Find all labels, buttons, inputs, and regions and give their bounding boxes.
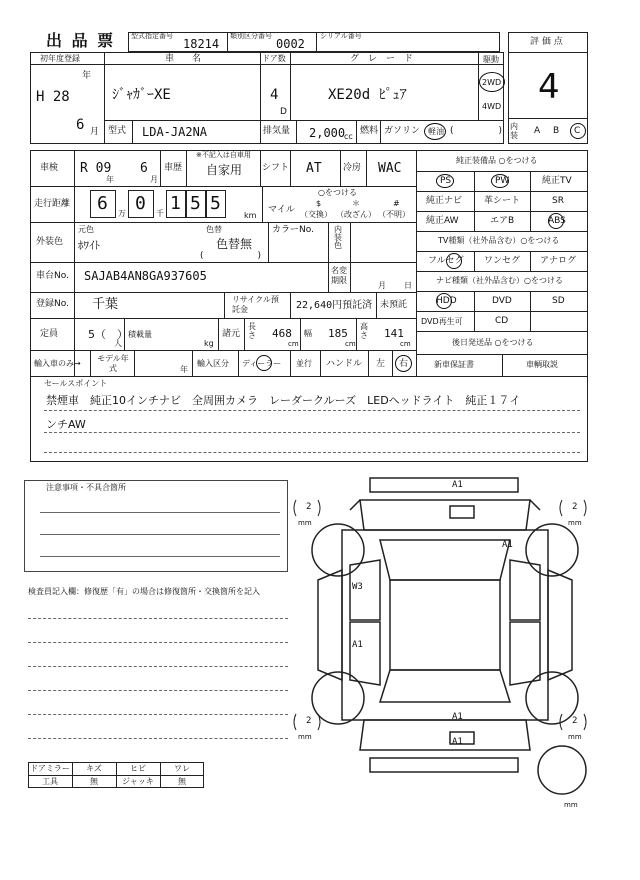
recycle-unpaid: 未預託: [380, 300, 408, 310]
damage-mark-6: A1: [452, 737, 463, 747]
navi-title: ナビ種類（社外品含む）○をつける: [436, 276, 563, 285]
interior-a: A: [534, 126, 541, 136]
name-change-label: 名変期限: [331, 266, 347, 285]
tread-rl-unit: mm: [298, 733, 312, 741]
grade-value: XE20d ﾋﾟｭｱ: [328, 87, 407, 103]
disp-value: 2,000: [309, 126, 346, 140]
spare-unit: mm: [564, 801, 578, 809]
import-parallel: 並行: [296, 359, 312, 368]
legend-h4: ワレ: [174, 764, 190, 773]
mileage-digit-1: 6: [97, 193, 108, 214]
tv-title: TV種類（社外品含む）○をつける: [438, 236, 560, 245]
meter-mile: マイル: [268, 205, 295, 215]
doors-suffix: D: [280, 107, 287, 117]
load-unit: kg: [204, 339, 214, 348]
height-value: 141: [384, 327, 404, 340]
mileage-sen-unit: 千: [156, 209, 164, 218]
mileage-label: 走行距離: [34, 199, 71, 209]
name-change-day: 日: [404, 281, 412, 290]
length-value: 468: [272, 327, 292, 340]
name-change-month: 月: [378, 281, 386, 290]
load-label: 積載量: [128, 330, 152, 339]
shaken-month: 6: [140, 161, 148, 176]
drive-2wd: 2WD: [482, 78, 502, 87]
navi-dvd: DVD: [492, 296, 512, 306]
drive-2wd-circle: [479, 72, 505, 92]
tread-fl-value: 2: [306, 502, 312, 512]
sales-line-2: ンチAW: [46, 418, 86, 431]
recycle-value: 22,640円預託済: [296, 300, 373, 311]
orig-color-value: ﾎﾜｲﾄ: [78, 239, 100, 252]
meter-circle-note: ○をつける: [318, 188, 357, 197]
interior-b: B: [553, 126, 560, 136]
meter-tamper: （改ざん）: [336, 210, 376, 219]
navi-sd: SD: [552, 296, 565, 306]
model-cert-label: 型式指定番号: [131, 32, 173, 40]
tv-fullseg: フルセグ: [428, 256, 464, 266]
import-year-unit: 年: [180, 365, 188, 374]
navi-dvd-play: DVD再生可: [421, 317, 463, 326]
disp-unit: cc: [344, 132, 353, 141]
drive-4wd: 4WD: [482, 102, 502, 111]
car-diagram: [290, 470, 600, 810]
usage-label: 車歴: [164, 163, 183, 173]
interior-c-circle: [570, 123, 586, 139]
usage-note: ※不記入は自車用: [196, 151, 251, 159]
damage-mark-3: W3: [352, 582, 363, 592]
score-label: 評 価 点: [530, 37, 563, 47]
color-paren: ( ): [200, 251, 262, 261]
equip-leather: 革シート: [484, 196, 521, 206]
reg-value: 千葉: [92, 297, 119, 312]
legend-h2: キズ: [86, 764, 102, 773]
model-year-label: モデル年式: [97, 354, 129, 373]
shift-value: AT: [306, 161, 322, 176]
defects-label: 注意事項・不具合箇所: [46, 483, 126, 492]
mileage-digit-3: 1: [170, 193, 181, 214]
equip-ps: PS: [440, 176, 452, 186]
tread-fr-unit: mm: [568, 519, 582, 527]
color-no-label: カラーNo.: [272, 225, 314, 235]
ac-label: 冷房: [343, 163, 362, 173]
damage-mark-2: A1: [502, 540, 513, 550]
shaken-year-unit: 年: [106, 175, 114, 184]
model-value: LDA-JA2NA: [142, 125, 208, 139]
tread-rr-unit: mm: [568, 733, 582, 741]
legend-r4: 無: [178, 777, 186, 786]
meter-swap-sym: $: [316, 199, 322, 208]
tv-analog: アナログ: [540, 256, 577, 266]
meter-swap: （交換）: [300, 210, 332, 219]
height-unit: cm: [400, 340, 411, 348]
chassis-label: 車台No.: [36, 271, 69, 281]
handle-right-circle: [395, 355, 412, 372]
import-type-label: 輸入区分: [197, 359, 229, 368]
grade-label: グ レ ー ド: [350, 54, 414, 64]
first-reg-year-unit: 年: [82, 71, 92, 81]
width-label: 幅: [304, 329, 312, 338]
later-manual: 車輌取説: [526, 360, 558, 369]
import-label: 輸入車のみ→: [34, 359, 81, 368]
mileage-digit-5: 5: [210, 193, 221, 214]
handle-right: 右: [399, 359, 409, 369]
legend-r2: 無: [90, 777, 98, 786]
mileage-digit-4: 5: [190, 193, 201, 214]
color-code-label: 色替: [206, 225, 222, 234]
class-label: 類別区分番号: [230, 32, 272, 40]
width-value: 185: [328, 327, 348, 340]
interior-c: C: [574, 126, 581, 136]
navi-hdd-circle: [436, 293, 452, 309]
capacity-unit: 人: [114, 339, 122, 348]
tread-fr-value: 2: [572, 502, 578, 512]
first-reg-month: 6: [76, 117, 85, 133]
drive-label: 駆動: [483, 55, 499, 64]
capacity-label: 定員: [40, 329, 59, 339]
first-reg-label: 初年度登録: [40, 54, 80, 63]
import-dealer: ディーラー: [242, 359, 282, 368]
width-unit: cm: [345, 340, 356, 348]
equip-aw: 純正AW: [426, 216, 459, 226]
model-cert-value: 18214: [183, 37, 220, 51]
sales-line-1: 禁煙車 純正10インチナビ 全周囲カメラ レーダークルーズ LEDヘッドライト 純正１７イ: [46, 394, 521, 407]
legend-r1: 工具: [42, 777, 58, 786]
sales-label: セールスポイント: [44, 379, 108, 388]
damage-mark-5: A1: [452, 712, 463, 722]
orig-color-label: 元色: [78, 225, 94, 234]
tv-fullseg-circle: [446, 253, 462, 269]
tread-fl-unit: mm: [298, 519, 312, 527]
equip-tv: 純正TV: [542, 176, 572, 186]
tv-oneseg: ワンセグ: [484, 256, 521, 266]
equip-pw: PW: [495, 176, 510, 186]
equip-sr: SR: [552, 196, 564, 206]
equip-abs: ABS: [548, 216, 566, 226]
disp-label: 排気量: [263, 126, 291, 136]
defects-box: [24, 480, 288, 572]
mileage-man-unit: 万: [118, 209, 126, 218]
car-name-label: 車 名: [165, 54, 202, 64]
int-color-label: 内装色: [334, 225, 342, 250]
equip-title: 純正装備品 ○をつける: [456, 156, 538, 165]
later-title: 後日発送品 ○をつける: [452, 338, 534, 347]
chassis-value: SAJAB4AN8GA937605: [84, 269, 207, 283]
import-dealer-circle: [256, 355, 272, 371]
ac-value: WAC: [378, 161, 402, 176]
first-reg-era: H 28: [36, 89, 70, 105]
shaken-month-unit: 月: [150, 175, 158, 184]
recycle-label: リサイクル預託金: [232, 295, 279, 314]
fuel-diesel-circle: [424, 123, 446, 140]
model-label: 型式: [108, 126, 127, 136]
fuel-diesel: 軽油: [428, 127, 444, 136]
fuel-gasoline: ガソリン: [384, 126, 421, 136]
page-title: 出 品 票: [46, 31, 116, 50]
handle-left: 左: [376, 359, 386, 369]
tread-rl-value: 2: [306, 716, 312, 726]
equip-navi: 純正ナビ: [426, 196, 463, 206]
car-name-value: ｼﾞｬｶﾞｰXE: [112, 87, 171, 103]
legend-r3: ジャッキ: [122, 777, 154, 786]
meter-unknown-sym: #: [393, 199, 400, 208]
inspector-label: 検査員記入欄：修復歴「有」の場合は修復箇所・交換箇所を記入: [28, 587, 260, 596]
meter-unknown: （不明）: [378, 210, 410, 219]
damage-mark-4: A1: [352, 640, 363, 650]
shaken-era: R 09: [80, 161, 112, 176]
score-value: 4: [538, 67, 560, 107]
navi-hdd: HDD: [436, 296, 457, 306]
dim-label: 諸元: [222, 329, 241, 339]
doors-label: ドア数: [262, 54, 286, 63]
reg-label: 登録No.: [36, 299, 69, 309]
color-label: 外装色: [36, 237, 64, 247]
mileage-km-unit: km: [244, 211, 257, 220]
capacity-value: 5（ ）: [88, 328, 128, 341]
equip-pw-circle: [491, 174, 509, 188]
height-label: 高さ: [360, 322, 368, 340]
tread-rr-value: 2: [572, 716, 578, 726]
usage-value: 自家用: [206, 163, 243, 177]
handle-label: ハンドル: [326, 359, 363, 369]
class-value: 0002: [276, 37, 305, 51]
meter-tamper-sym: ＊: [352, 199, 360, 208]
fuel-label: 燃料: [360, 126, 379, 136]
equip-ps-circle: [436, 174, 454, 188]
mileage-digit-2: 0: [135, 193, 146, 214]
interior-label: 内装: [510, 122, 518, 140]
legend-h1: ドアミラー: [30, 764, 70, 773]
color-change-value: 色替無: [216, 237, 253, 251]
later-warranty: 新車保証書: [434, 360, 474, 369]
equip-airbag: エアB: [490, 216, 515, 226]
length-unit: cm: [288, 340, 299, 348]
shift-label: シフト: [262, 163, 290, 173]
shaken-label: 車検: [40, 163, 59, 173]
fuel-paren: ( ): [450, 126, 503, 136]
length-label: 長さ: [248, 322, 256, 340]
legend-h3: ヒビ: [130, 764, 146, 773]
serial-label: シリアル番号: [320, 32, 362, 40]
first-reg-month-unit: 月: [90, 127, 100, 137]
equip-abs-circle: [548, 213, 564, 229]
damage-mark-1: A1: [452, 480, 463, 490]
doors-value: 4: [270, 87, 279, 103]
navi-cd: CD: [495, 316, 509, 326]
